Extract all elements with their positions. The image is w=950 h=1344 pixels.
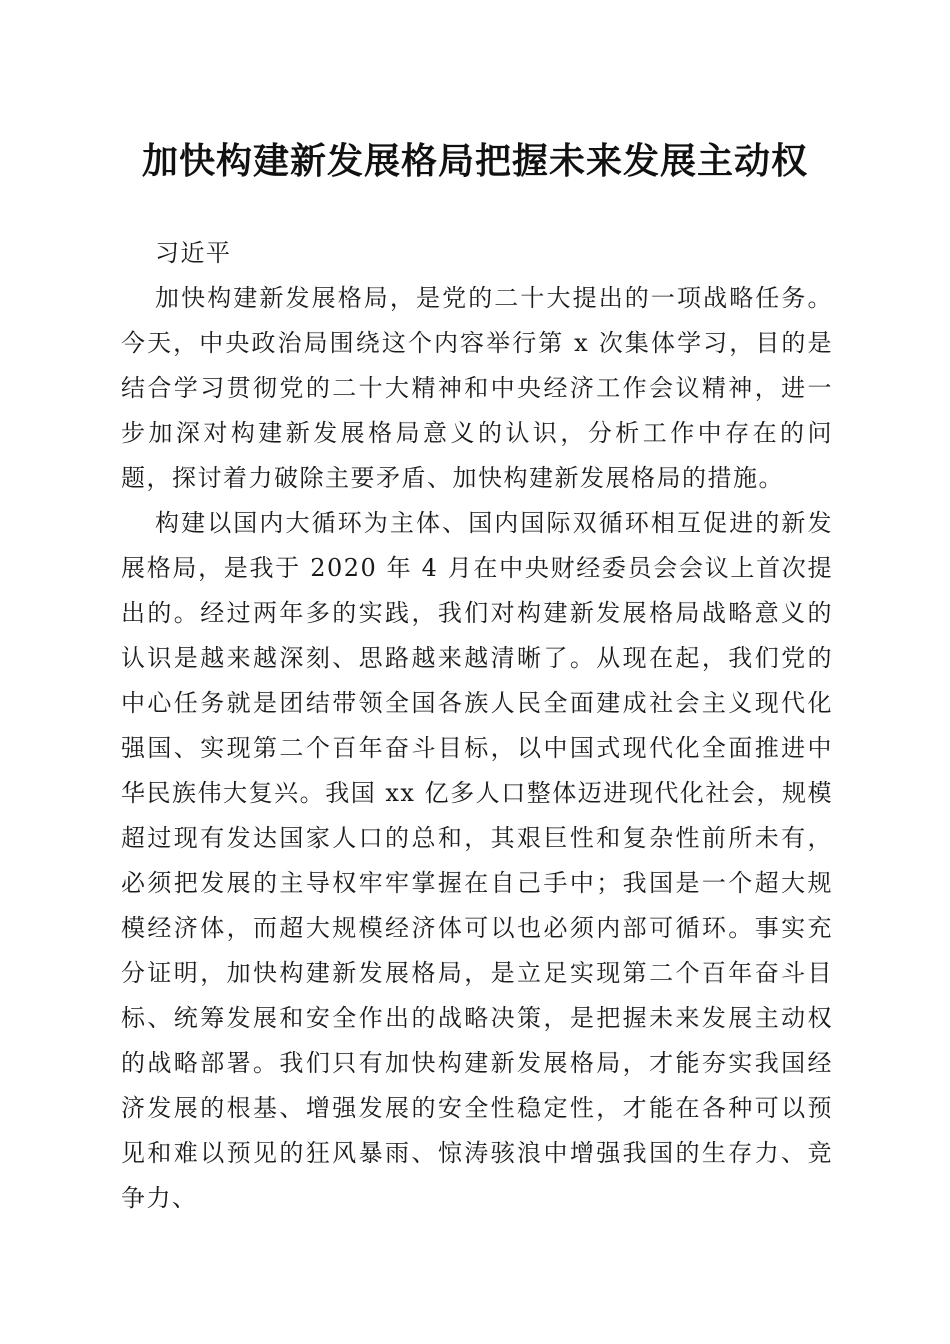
paragraph-2: 构建以国内大循环为主体、国内国际双循环相互促进的新发展格局，是我于 2020 年 4 月在中央财经委员会会议上首次提出的。经过两年多的实践，我们对构建新发展格局战略意义的认识是越来越深刻、思路越来越清晰了。从现在起，我们党的中心任务就是团结带领全国各族人民全面建成社会主义现代化强国、实现第二个百年奋斗目标，以中国式现代化全面推进中华民族伟大复兴。我国 xx 亿多人口整体迈进现代化社会，规模超过现有发达国家人口的总和，其艰巨性和复杂性前所未有，必须把发展的主导权牢牢掌握在自己手中；我国是一个超大规模经济体，而超大规模经济体可以也必须内部可循环。事实充分证明，加快构建新发展格局，是立足实现第二个百年奋斗目标、统筹发展和安全作出的战略决策，是把握未来发展主动权的战略部署。我们只有加快构建新发展格局，才能夯实我国经济发展的根基、增强发展的安全性稳定性，才能在各种可以预见和难以预见的狂风暴雨、惊涛骇浪中增强我国的生存力、竞争力、	[121, 509, 833, 1212]
document-body	[121, 231, 833, 1221]
document-title: 加快构建新发展格局把握未来发展主动权	[141, 140, 808, 182]
author-name: 习近平	[155, 239, 232, 267]
paragraph-1: 加快构建新发展格局，是党的二十大提出的一项战略任务。今天，中央政治局围绕这个内容举行第 x 次集体学习，目的是结合学习贯彻党的二十大精神和中央经济工作会议精神，进一步加深对构建新发展格局意义的认识，分析工作中存在的问题，探讨着力破除主要矛盾、加快构建新发展格局的措施。	[121, 284, 833, 492]
